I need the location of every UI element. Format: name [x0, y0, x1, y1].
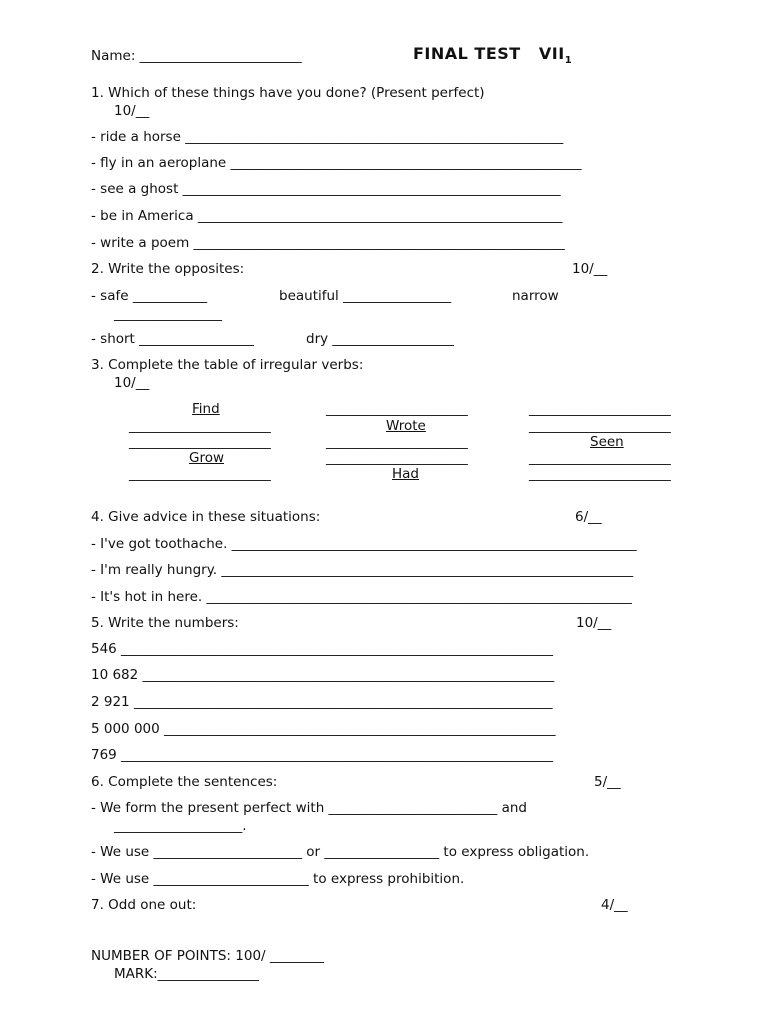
- q5-points[interactable]: 10/__: [576, 615, 612, 631]
- q6-line-present-perfect[interactable]: - We form the present perfect with _________________________ and: [91, 800, 528, 816]
- q5-item-5000000[interactable]: 5 000 000 __________________________________________________________: [91, 721, 556, 737]
- verb-blank[interactable]: _____________________: [326, 401, 468, 417]
- q5-item-769[interactable]: 769 ________________________________________________________________: [91, 747, 554, 763]
- q6-line-present-perfect-cont[interactable]: ___________________.: [114, 818, 247, 834]
- q5-item-10682[interactable]: 10 682 _____________________________________________________________: [91, 667, 555, 683]
- verb-find: Find: [192, 401, 220, 417]
- verb-blank[interactable]: _____________________: [129, 434, 271, 450]
- name-field[interactable]: Name: ________________________: [91, 48, 302, 64]
- q1-item-fly-aeroplane[interactable]: - fly in an aeroplane ____________________________________________________: [91, 155, 582, 171]
- q1-item-be-america[interactable]: - be in America ______________________________________________________: [91, 208, 563, 224]
- q4-item-hot[interactable]: - It's hot in here. _______________________________________________________________: [91, 589, 632, 605]
- q2-points[interactable]: 10/__: [572, 261, 608, 277]
- q2-narrow-blank[interactable]: ________________: [114, 306, 222, 322]
- verb-wrote: Wrote: [386, 418, 426, 434]
- q5-item-546[interactable]: 546 ________________________________________________________________: [91, 641, 554, 657]
- q3-heading: 3. Complete the table of irregular verbs:: [91, 357, 364, 373]
- q4-item-hungry[interactable]: - I'm really hungry. _____________________________________________________________: [91, 562, 634, 578]
- verb-blank[interactable]: _____________________: [529, 418, 671, 434]
- page-title: [413, 46, 572, 69]
- q7-points[interactable]: 4/__: [601, 897, 628, 913]
- q2-heading: 2. Write the opposites:: [91, 261, 245, 277]
- mark-field[interactable]: MARK:_______________: [114, 966, 259, 982]
- total-points[interactable]: NUMBER OF POINTS: 100/ ________: [91, 948, 324, 964]
- verb-had: Had: [392, 466, 419, 482]
- verb-blank[interactable]: _____________________: [129, 418, 271, 434]
- q6-heading: 6. Complete the sentences:: [91, 774, 278, 790]
- q2-safe[interactable]: - safe ___________: [91, 288, 208, 304]
- verb-grow: Grow: [189, 450, 225, 466]
- verb-blank[interactable]: _____________________: [529, 401, 671, 417]
- q2-narrow: narrow: [512, 288, 559, 304]
- q5-heading: 5. Write the numbers:: [91, 615, 239, 631]
- q1-item-ride-horse[interactable]: - ride a horse ________________________________________________________: [91, 129, 564, 145]
- q1-item-see-ghost[interactable]: - see a ghost ________________________________________________________: [91, 181, 561, 197]
- q4-points[interactable]: 6/__: [575, 509, 602, 525]
- q2-dry[interactable]: dry __________________: [306, 331, 454, 347]
- q1-heading: 1. Which of these things have you done? (Present perfect): [91, 85, 485, 101]
- verb-blank[interactable]: _____________________: [529, 466, 671, 482]
- q7-heading: 7. Odd one out:: [91, 897, 197, 913]
- q4-heading: 4. Give advice in these situations:: [91, 509, 321, 525]
- q2-short[interactable]: - short _________________: [91, 331, 254, 347]
- q1-item-write-poem[interactable]: - write a poem _______________________________________________________: [91, 235, 565, 251]
- title-subscript: 1: [564, 55, 573, 67]
- title-text: FINAL TEST VII: [413, 44, 565, 63]
- q6-points[interactable]: 5/__: [594, 774, 621, 790]
- q3-points[interactable]: 10/__: [114, 375, 150, 391]
- q2-beautiful[interactable]: beautiful ________________: [279, 288, 452, 304]
- verb-blank[interactable]: _____________________: [326, 450, 468, 466]
- q4-item-toothache[interactable]: - I've got toothache. ____________________________________________________________: [91, 536, 637, 552]
- verb-blank[interactable]: _____________________: [129, 466, 271, 482]
- q6-line-obligation[interactable]: - We use ______________________ or _________________ to express obligation.: [91, 844, 590, 860]
- q5-item-2921[interactable]: 2 921 ______________________________________________________________: [91, 694, 553, 710]
- q6-line-prohibition[interactable]: - We use _______________________ to express prohibition.: [91, 871, 465, 887]
- verb-blank[interactable]: _____________________: [529, 450, 671, 466]
- verb-seen: Seen: [590, 434, 624, 450]
- q1-points[interactable]: 10/__: [114, 103, 150, 119]
- verb-blank[interactable]: _____________________: [326, 434, 468, 450]
